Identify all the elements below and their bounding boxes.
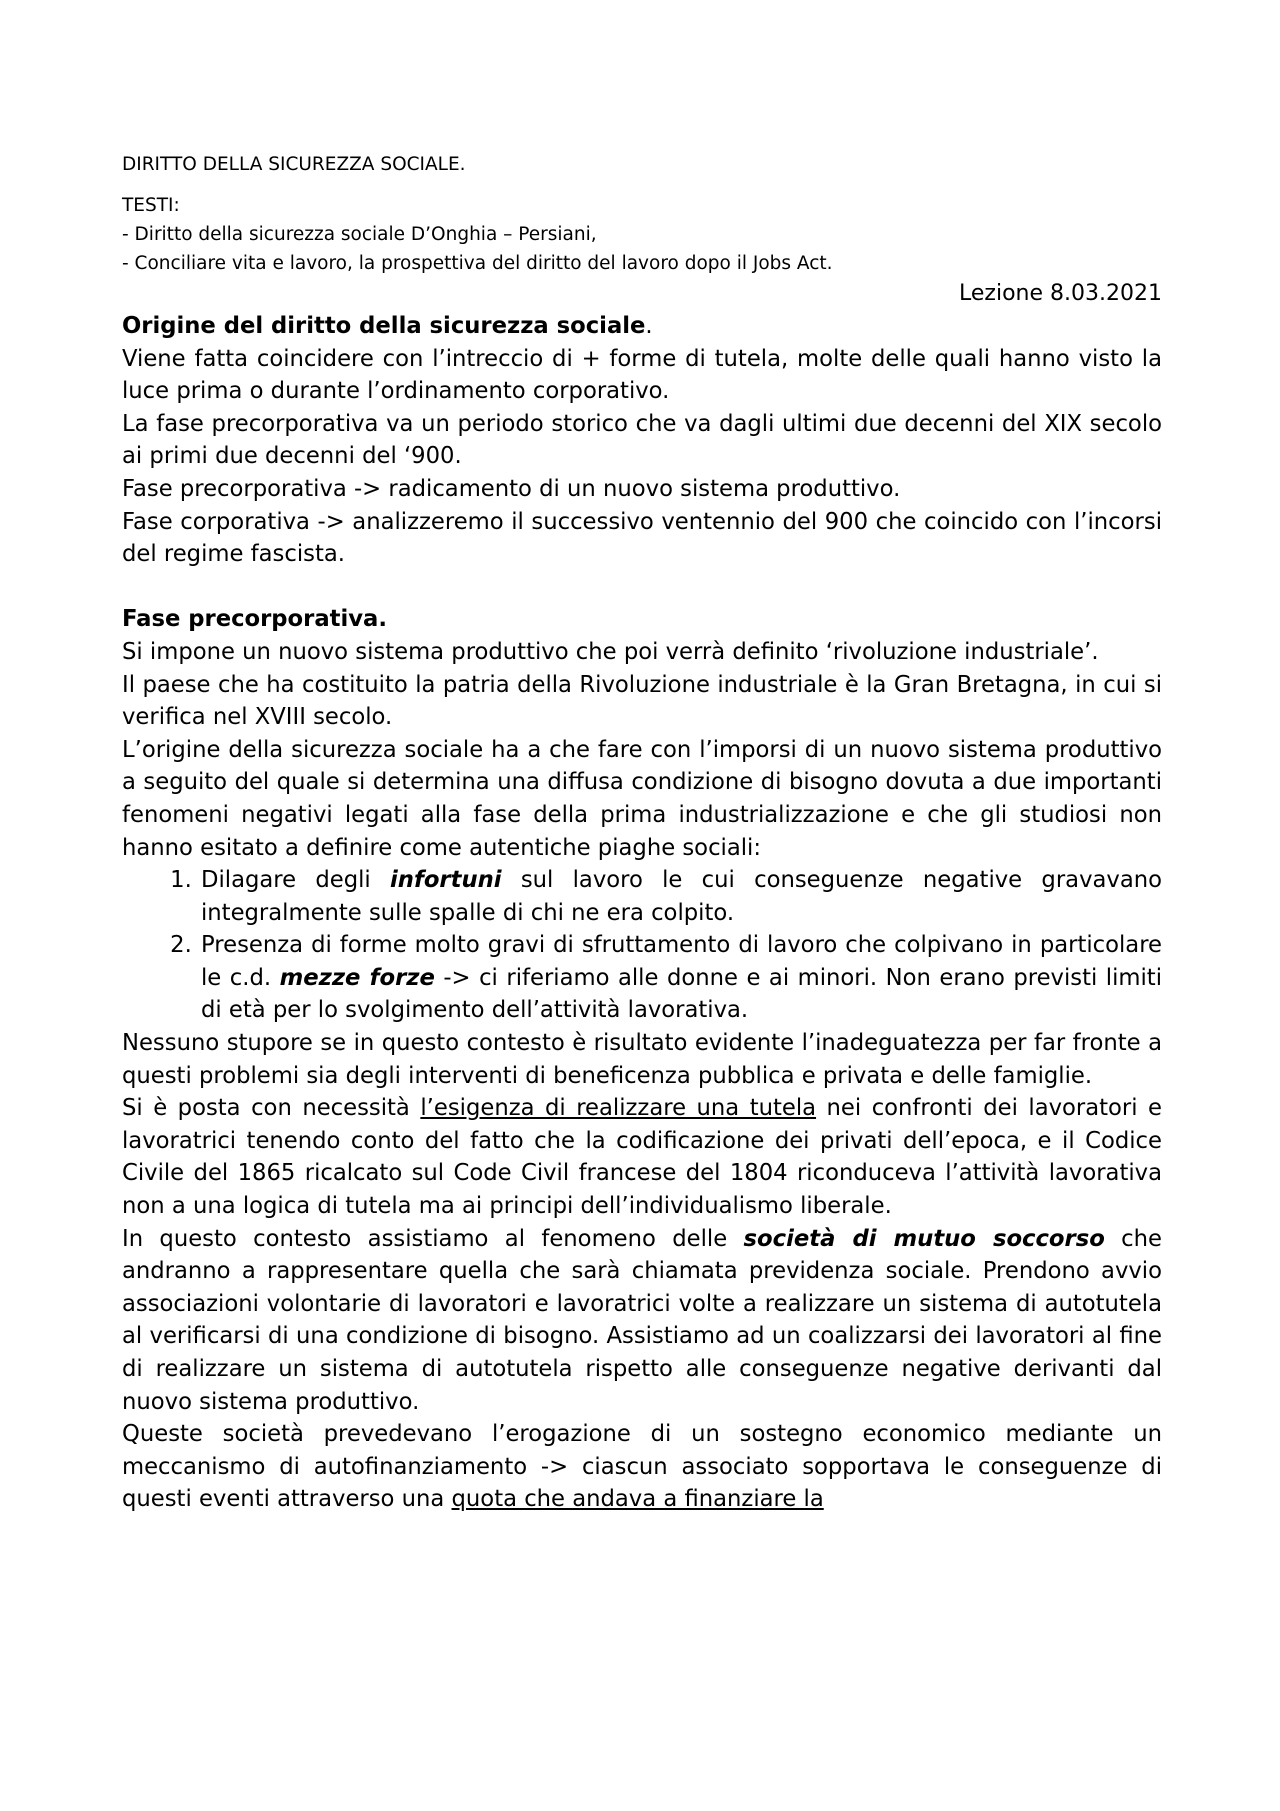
paragraph: Si impone un nuovo sistema produttivo che poi verrà definito ‘rivoluzione industriale’. (122, 638, 1099, 665)
document-body (122, 310, 1162, 1516)
paragraph-spacer (122, 571, 1162, 604)
paragraph (122, 1223, 1162, 1419)
paragraph-text: In questo contesto assistiamo al fenomeno delle (122, 1225, 744, 1252)
text-reference-1: - Diritto della sicurezza sociale D’Onghia – Persiani, (122, 224, 597, 245)
document-title: DIRITTO DELLA SICUREZZA SOCIALE. (122, 154, 466, 175)
text-reference-2: - Conciliare vita e lavoro, la prospettiva del diritto del lavoro dopo il Jobs Act. (122, 253, 833, 274)
list-item-text: Presenza di forme molto gravi di sfruttamento di lavoro che colpivano in particolare le c.d. (201, 932, 1162, 991)
list-item (199, 929, 1162, 1027)
paragraph-text: Si è posta con necessità (122, 1095, 421, 1122)
list-item-emphasis: infortuni (390, 867, 502, 894)
paragraph: La fase precorporativa va un periodo storico che va dagli ultimi due decenni del XIX secolo ai primi due decenni del ‘900. (122, 410, 1162, 470)
list-item (199, 864, 1162, 929)
list-item-text: sul lavoro le cui conseguenze negative gravavano integralmente sulle spalle di chi ne era colpito. (201, 867, 1162, 926)
underlined-text: quota che andava a finanziare la (451, 1486, 824, 1513)
underlined-text: l’esigenza di realizzare una tutela (420, 1095, 817, 1122)
paragraph: Viene fatta coincidere con l’intreccio di + forme di tutela, molte delle quali hanno visto la luce prima o durante l’ordinamento corporativo. (122, 345, 1162, 405)
texts-label: TESTI: (122, 195, 180, 216)
lesson-date: Lezione 8.03.2021 (959, 281, 1162, 306)
paragraph: Il paese che ha costituito la patria della Rivoluzione industriale è la Gran Bretagna, in cui si verifica nel XVIII secolo. (122, 671, 1162, 731)
paragraph: Fase precorporativa -> radicamento di un nuovo sistema produttivo. (122, 475, 901, 502)
section-heading-fase-precorporativa: Fase precorporativa. (122, 606, 387, 633)
emphasis-text: società di mutuo soccorso (743, 1225, 1105, 1252)
list-item-emphasis: mezze forze (279, 964, 435, 991)
paragraph-text: Queste società prevedevano l’erogazione di un sostegno economico mediante un meccanismo di autofinanziamento -> ciascun associato sopportava le conseguenze di questi eventi attraverso una (122, 1421, 1162, 1513)
list-item-text: Dilagare degli (201, 867, 391, 894)
paragraph: Fase corporativa -> analizzeremo il successivo ventennio del 900 che coincido con l’incorsi del regime fascista. (122, 508, 1162, 568)
list-item-text: -> ci riferiamo alle donne e ai minori. Non erano previsti limiti di età per lo svolgimento dell’attività lavorativa. (201, 964, 1162, 1024)
document-page (122, 150, 1162, 1516)
section-heading-text: Origine del diritto della sicurezza sociale (122, 313, 646, 339)
paragraph: L’origine della sicurezza sociale ha a che fare con l’imporsi di un nuovo sistema produttivo a seguito del quale si determina una diffusa condizione di bisogno dovuta a due importanti fenomeni negativi legati alla fase della prima industrializzazione e che gli studiosi non hanno esitato a definire come autentiche piaghe sociali: (122, 736, 1162, 861)
numbered-list (122, 864, 1162, 1027)
heading-period: . (645, 313, 653, 339)
paragraph-text: nei confronti dei lavoratori e lavoratrici tenendo conto del fatto che la codificazione dei privati dell’epoca, e il Codice Civile del 1865 ricalcato sul Code Civil francese del 1804 riconduceva l’attività lavorativa non a una logica di tutela ma ai principi dell’individualismo liberale. (122, 1095, 1163, 1220)
section-heading-origine (122, 310, 1162, 343)
paragraph (122, 1418, 1162, 1516)
paragraph (122, 1092, 1162, 1222)
texts-block (122, 191, 1162, 278)
paragraph-text: che andranno a rappresentare quella che sarà chiamata previdenza sociale. Prendono avvio associazioni volontarie di lavoratori e lavoratrici volte a realizzare un sistema di autotutela al verificarsi di una condizione di bisogno. Assistiamo ad un coalizzarsi dei lavoratori al fine di realizzare un sistema di autotutela rispetto alle conseguenze negative derivanti dal nuovo sistema produttivo. (122, 1225, 1162, 1415)
paragraph: Nessuno stupore se in questo contesto è risultato evidente l’inadeguatezza per far fronte a questi problemi sia degli interventi di beneficenza pubblica e privata e delle famiglie. (122, 1030, 1162, 1089)
